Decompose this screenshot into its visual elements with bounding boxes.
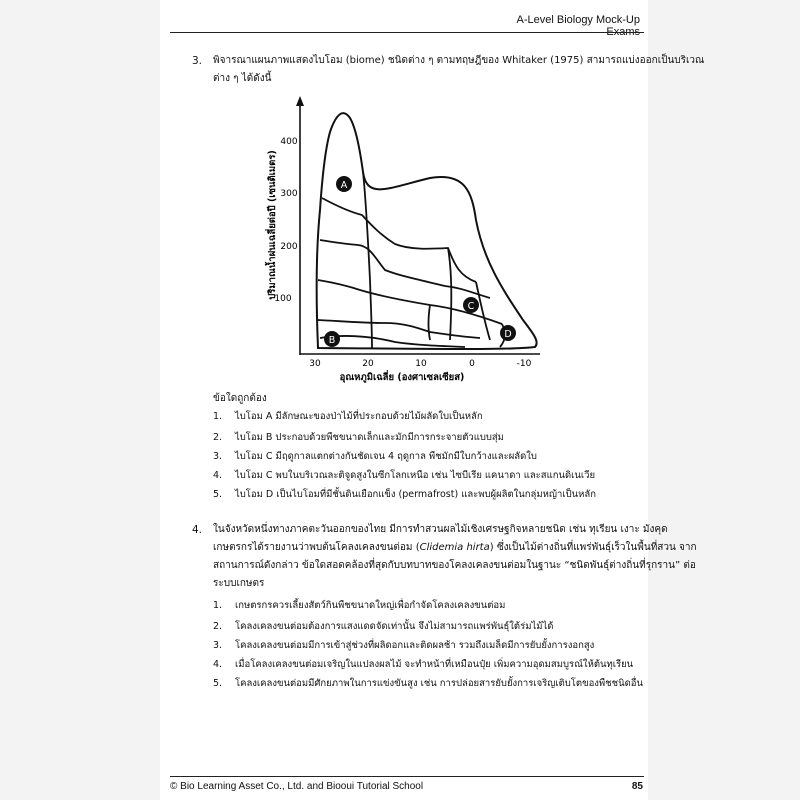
biome-boundary	[448, 248, 451, 340]
option-text: ไบโอม A มีลักษณะของป่าไม้ที่ประกอบด้วยไม้ผลัดใบเป็นหลัก	[235, 411, 483, 422]
y-tick-label: 100	[274, 294, 292, 304]
y-tick-label: 200	[280, 242, 298, 252]
option-number: 5.	[213, 489, 223, 500]
header-title: A-Level Biology Mock-Up Exams	[516, 14, 640, 38]
question-3-option-3[interactable]	[213, 449, 537, 464]
y-axis-arrow	[296, 96, 304, 106]
option-text: เมื่อโคลงเคลงขนต่อมเจริญในแปลงผลไม้ จะทำหน้าที่เหมือนปุ๋ย เพิ่มความอุดมสมบูรณ์ให้ต้นทุเรียน	[235, 659, 634, 670]
option-text: โคลงเคลงขนต่อมมีศักยภาพในการแข่งขันสูง เช่น การปล่อยสารยับยั้งการเจริญเติบโตของพืชชนิดอื่น	[235, 678, 643, 689]
whittaker-biome-diagram	[250, 88, 550, 383]
option-number: 3.	[213, 451, 223, 462]
line-2-end: ) ซึ่งเป็นไม้ต่างถิ่นที่แพร่พันธุ์เร็วในพื้นที่สวน จาก	[489, 542, 697, 553]
option-number: 4.	[213, 659, 223, 670]
option-text: โคลงเคลงขนต่อมมีการเข้าสู่ช่วงที่ผลิดอกและติดผลช้า รวมถึงเมล็ดมีการยับยั้งการงอกสูง	[235, 640, 595, 651]
option-number: 3.	[213, 640, 223, 651]
question-4-text	[213, 521, 697, 593]
option-text: ไบโอม B ประกอบด้วยพืชขนาดเล็กและมักมีการกระจายตัวแบบสุ่ม	[235, 432, 504, 443]
x-tick-label: 20	[362, 359, 374, 369]
header-divider	[170, 32, 644, 33]
y-tick-label: 400	[280, 137, 298, 147]
biome-marker-label: C	[467, 301, 475, 312]
footer-copyright: © Bio Learning Asset Co., Ltd. and Biooui Tutorial School	[170, 781, 424, 792]
biome-boundary	[322, 198, 476, 282]
x-axis-label: อุณหภูมิเฉลี่ย (องศาเซลเซียส)	[339, 372, 465, 383]
option-text: ไบโอม C พบในบริเวณละติจูดสูงในซีกโลกเหนือ เช่น ไซบีเรีย แคนาดา และสแกนดิเนเวีย	[235, 470, 596, 481]
question-4-line-1: ในจังหวัดหนึ่งทางภาคตะวันออกของไทย มีการทำสวนผลไม้เชิงเศรษฐกิจหลายชนิด เช่น ทุเรียน เงาะ มังคุด	[213, 524, 668, 535]
option-number: 2.	[213, 621, 223, 632]
option-number: 2.	[213, 432, 223, 443]
question-4-line-3: สถานการณ์ดังกล่าว ข้อใดสอดคล้องที่สุดกับบทบาทของโคลงเคลงขนต่อมในฐานะ “ชนิดพันธุ์ต่างถิ่นที่รุกราน” ต่อ	[213, 560, 696, 571]
question-4-option-4[interactable]	[213, 657, 633, 672]
question-4-option-3[interactable]	[213, 638, 594, 653]
biome-marker-label: D	[504, 329, 512, 340]
biome-boundary	[320, 240, 490, 298]
y-tick-label: 300	[280, 189, 298, 199]
question-3-prompt: ข้อใดถูกต้อง	[213, 393, 267, 404]
question-4-option-5[interactable]	[213, 676, 643, 691]
biome-outer-boundary	[317, 113, 537, 349]
biome-boundary	[429, 305, 431, 340]
question-4-line-2	[213, 539, 697, 557]
x-tick-label: -10	[516, 359, 532, 369]
line-2-start: เกษตรกรได้รายงานว่าพบต้นโคลงเคลงขนต่อม (	[213, 542, 420, 553]
x-tick-label: 10	[415, 359, 427, 369]
x-tick-label: 0	[469, 359, 475, 369]
question-3-option-4[interactable]	[213, 468, 595, 483]
option-number: 5.	[213, 678, 223, 689]
biome-boundary	[363, 172, 372, 348]
question-3-line-2: ต่าง ๆ ได้ดังนี้	[213, 73, 272, 84]
species-name: Clidemia hirta	[419, 542, 490, 553]
question-3-text	[213, 52, 705, 88]
question-4-number: 4.	[192, 524, 203, 536]
question-4-option-1[interactable]	[213, 598, 505, 613]
biome-marker-d	[500, 325, 516, 341]
question-4-option-2[interactable]	[213, 619, 553, 634]
option-number: 1.	[213, 411, 223, 422]
biome-boundary	[476, 282, 490, 340]
biome-marker-a	[336, 176, 352, 192]
biome-boundary	[320, 336, 465, 347]
option-number: 1.	[213, 600, 223, 611]
biome-marker-label: A	[340, 180, 348, 191]
option-text: โคลงเคลงขนต่อมต้องการแสงแดดจัดเท่านั้น จึงไม่สามารถแพร่พันธุ์ใต้ร่มไม้ได้	[235, 621, 554, 632]
question-3-option-5[interactable]	[213, 487, 596, 502]
footer-divider	[170, 776, 644, 777]
page-number: 85	[631, 781, 643, 792]
biome-marker-c	[463, 297, 479, 313]
biome-marker-label: B	[328, 335, 336, 346]
option-number: 4.	[213, 470, 223, 481]
question-3-number: 3.	[192, 55, 203, 67]
question-3-line-1: พิจารณาแผนภาพแสดงไบโอม (biome) ชนิดต่าง ๆ ตามทฤษฎีของ Whitaker (1975) สามารถแบ่งออกเป็นบริเวณ	[213, 55, 705, 66]
question-4-line-4: ระบบเกษตร	[213, 578, 265, 589]
x-tick-label: 30	[309, 359, 321, 369]
option-text: ไบโอม D เป็นไบโอมที่มีชั้นดินเยือกแข็ง (permafrost) และพบผู้ผลิตในกลุ่มหญ้าเป็นหลัก	[235, 489, 596, 500]
option-text: เกษตรกรควรเลี้ยงสัตว์กินพืชขนาดใหญ่เพื่อกำจัดโคลงเคลงขนต่อม	[235, 600, 506, 611]
y-axis-label: ปริมาณน้ำฝนเฉลี่ยต่อปี (เซนติเมตร)	[267, 150, 278, 300]
biome-marker-b	[324, 331, 340, 347]
question-3-option-2[interactable]	[213, 430, 504, 445]
question-3-option-1[interactable]	[213, 409, 483, 424]
option-text: ไบโอม C มีฤดูกาลแตกต่างกันชัดเจน 4 ฤดูกาล พืชมักมีใบกว้างและผลัดใบ	[235, 451, 537, 462]
